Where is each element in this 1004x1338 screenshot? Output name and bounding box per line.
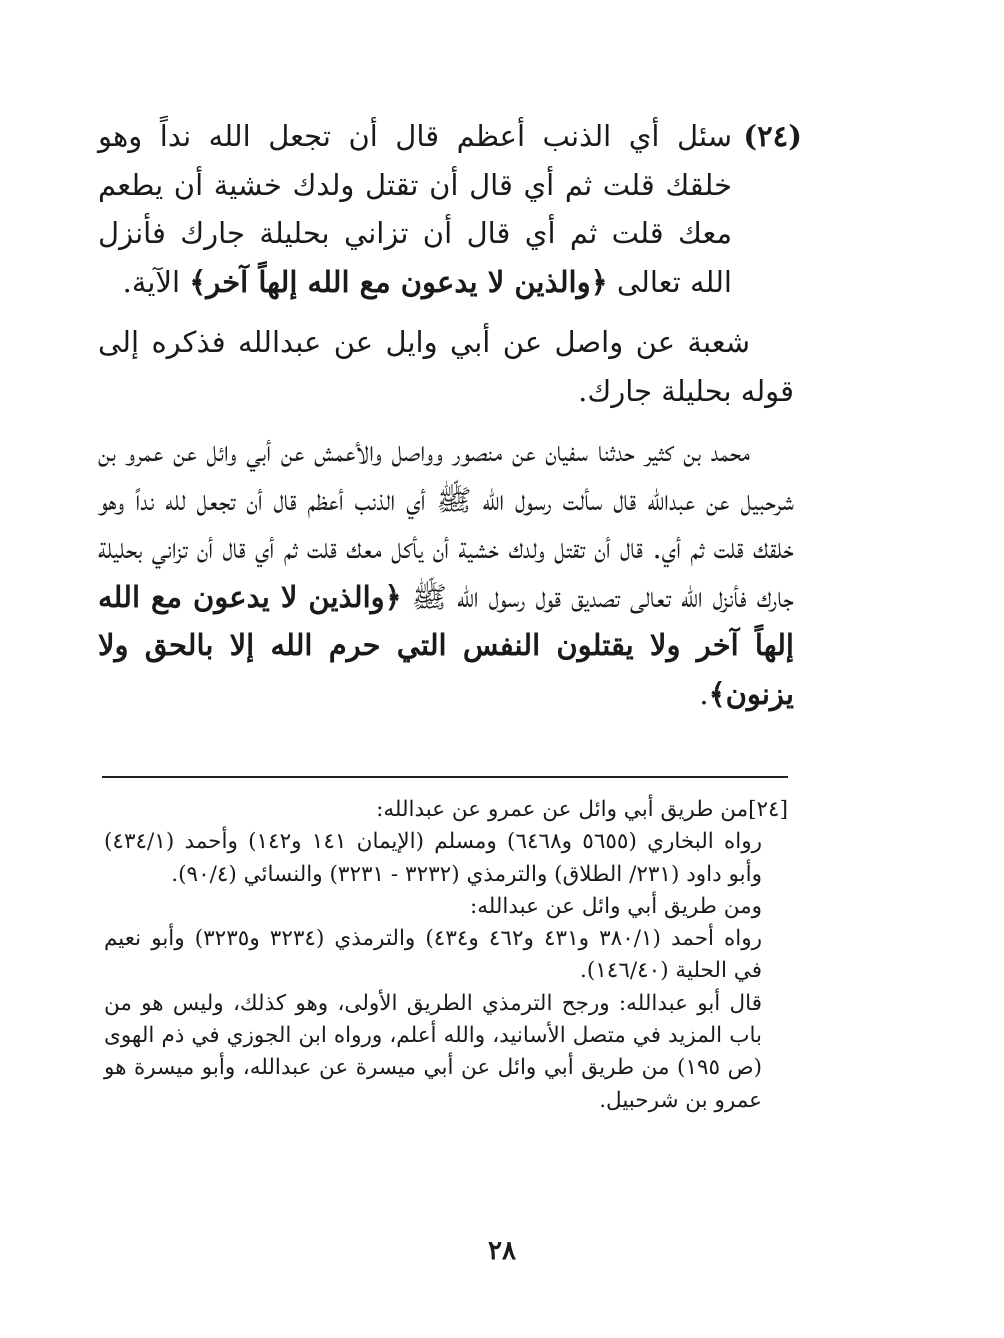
quran-verse: ﴿والذين لا يدعون مع الله إلهاً آخر﴾ xyxy=(189,264,608,299)
page-number: ٢٨ xyxy=(488,1236,516,1266)
footnote-heading: [٢٤]من طريق أبي وائل عن عمرو عن عبدالله: xyxy=(376,797,788,822)
hadith-number: (٢٤) xyxy=(743,119,802,153)
main-text xyxy=(98,112,802,718)
hadith-text: سئل أي الذنب أعظم قال أن تجعل الله نداً وهو خلقك قلت ثم أي قال أن تقتل ولدك خشية أن يطعم معك قلت ثم أي قال أن تزاني بحليلة جارك فأنزل الله تعالى xyxy=(98,119,732,299)
chain-text: شعبة عن واصل عن أبي وايل عن عبدالله فذكره إلى قوله بحليلة جارك. xyxy=(98,325,794,408)
chain-paragraph xyxy=(98,318,794,415)
footnotes xyxy=(104,794,788,1117)
narration-end: . xyxy=(699,676,709,711)
narration-paragraph xyxy=(98,427,794,718)
hadith-paragraph xyxy=(98,112,802,306)
hadith-text-end: الآية. xyxy=(122,264,190,299)
footnote-divider xyxy=(102,776,788,778)
footnote-line-3: قال أبو عبدالله: ورجح الترمذي الطريق الأولى، وهو كذلك، وليس هو من باب المزيد في متصل الأسانيد، والله أعلم، ورواه ابن الجوزي في ذم الهوى (ص ١٩٥) من طريق أبي وائل عن أبي ميسرة عن عبدالله، وأبو ميسرة هو عمرو بن شرحبيل. xyxy=(104,990,762,1113)
narration-text: محمد بن كثير حدثنا سفيان عن منصور وواصل والأعمش عن أبي وائل عن عمرو بن شرحبيل عن عبدالله قال سألت رسول الله ﷺ أي الذنب أعظم قال أن تجعل لله نداً وهو خلقك قلت ثم أي. قال أن تقتل ولدك خشية أن يأكل معك قلت ثم أي قال أن تزاني بحليلة جارك فأنزل الله تعالى تصديق قول رسول الله ﷺ xyxy=(98,434,794,614)
quran-verse-2: ﴿والذين لا يدعون مع الله إلهاً آخر ولا يقتلون النفس التي حرم الله إلا بالحق ولا يزنون﴾ xyxy=(98,579,794,711)
footnote-line-2: رواه أحمد (٣٨٠/١ و٤٣١ و٤٦٢ و٤٣٤) والترمذي (٣٢٣٤ و٣٢٣٥) وأبو نعيم في الحلية (١٤٦/٤٠). xyxy=(104,926,763,984)
footnote-line: رواه البخاري (٥٦٥٥ و٦٤٦٨) ومسلم (الإيمان ١٤١ و١٤٢) وأحمد (٤٣٤/١) وأبو داود (٢٣١/ الطلاق) والترمذي (٣٢٣٢ - ٣٢٣١) والنسائي (٩٠/٤). xyxy=(104,829,763,887)
footnote-heading-2: ومن طريق أبي وائل عن عبدالله: xyxy=(469,893,762,919)
